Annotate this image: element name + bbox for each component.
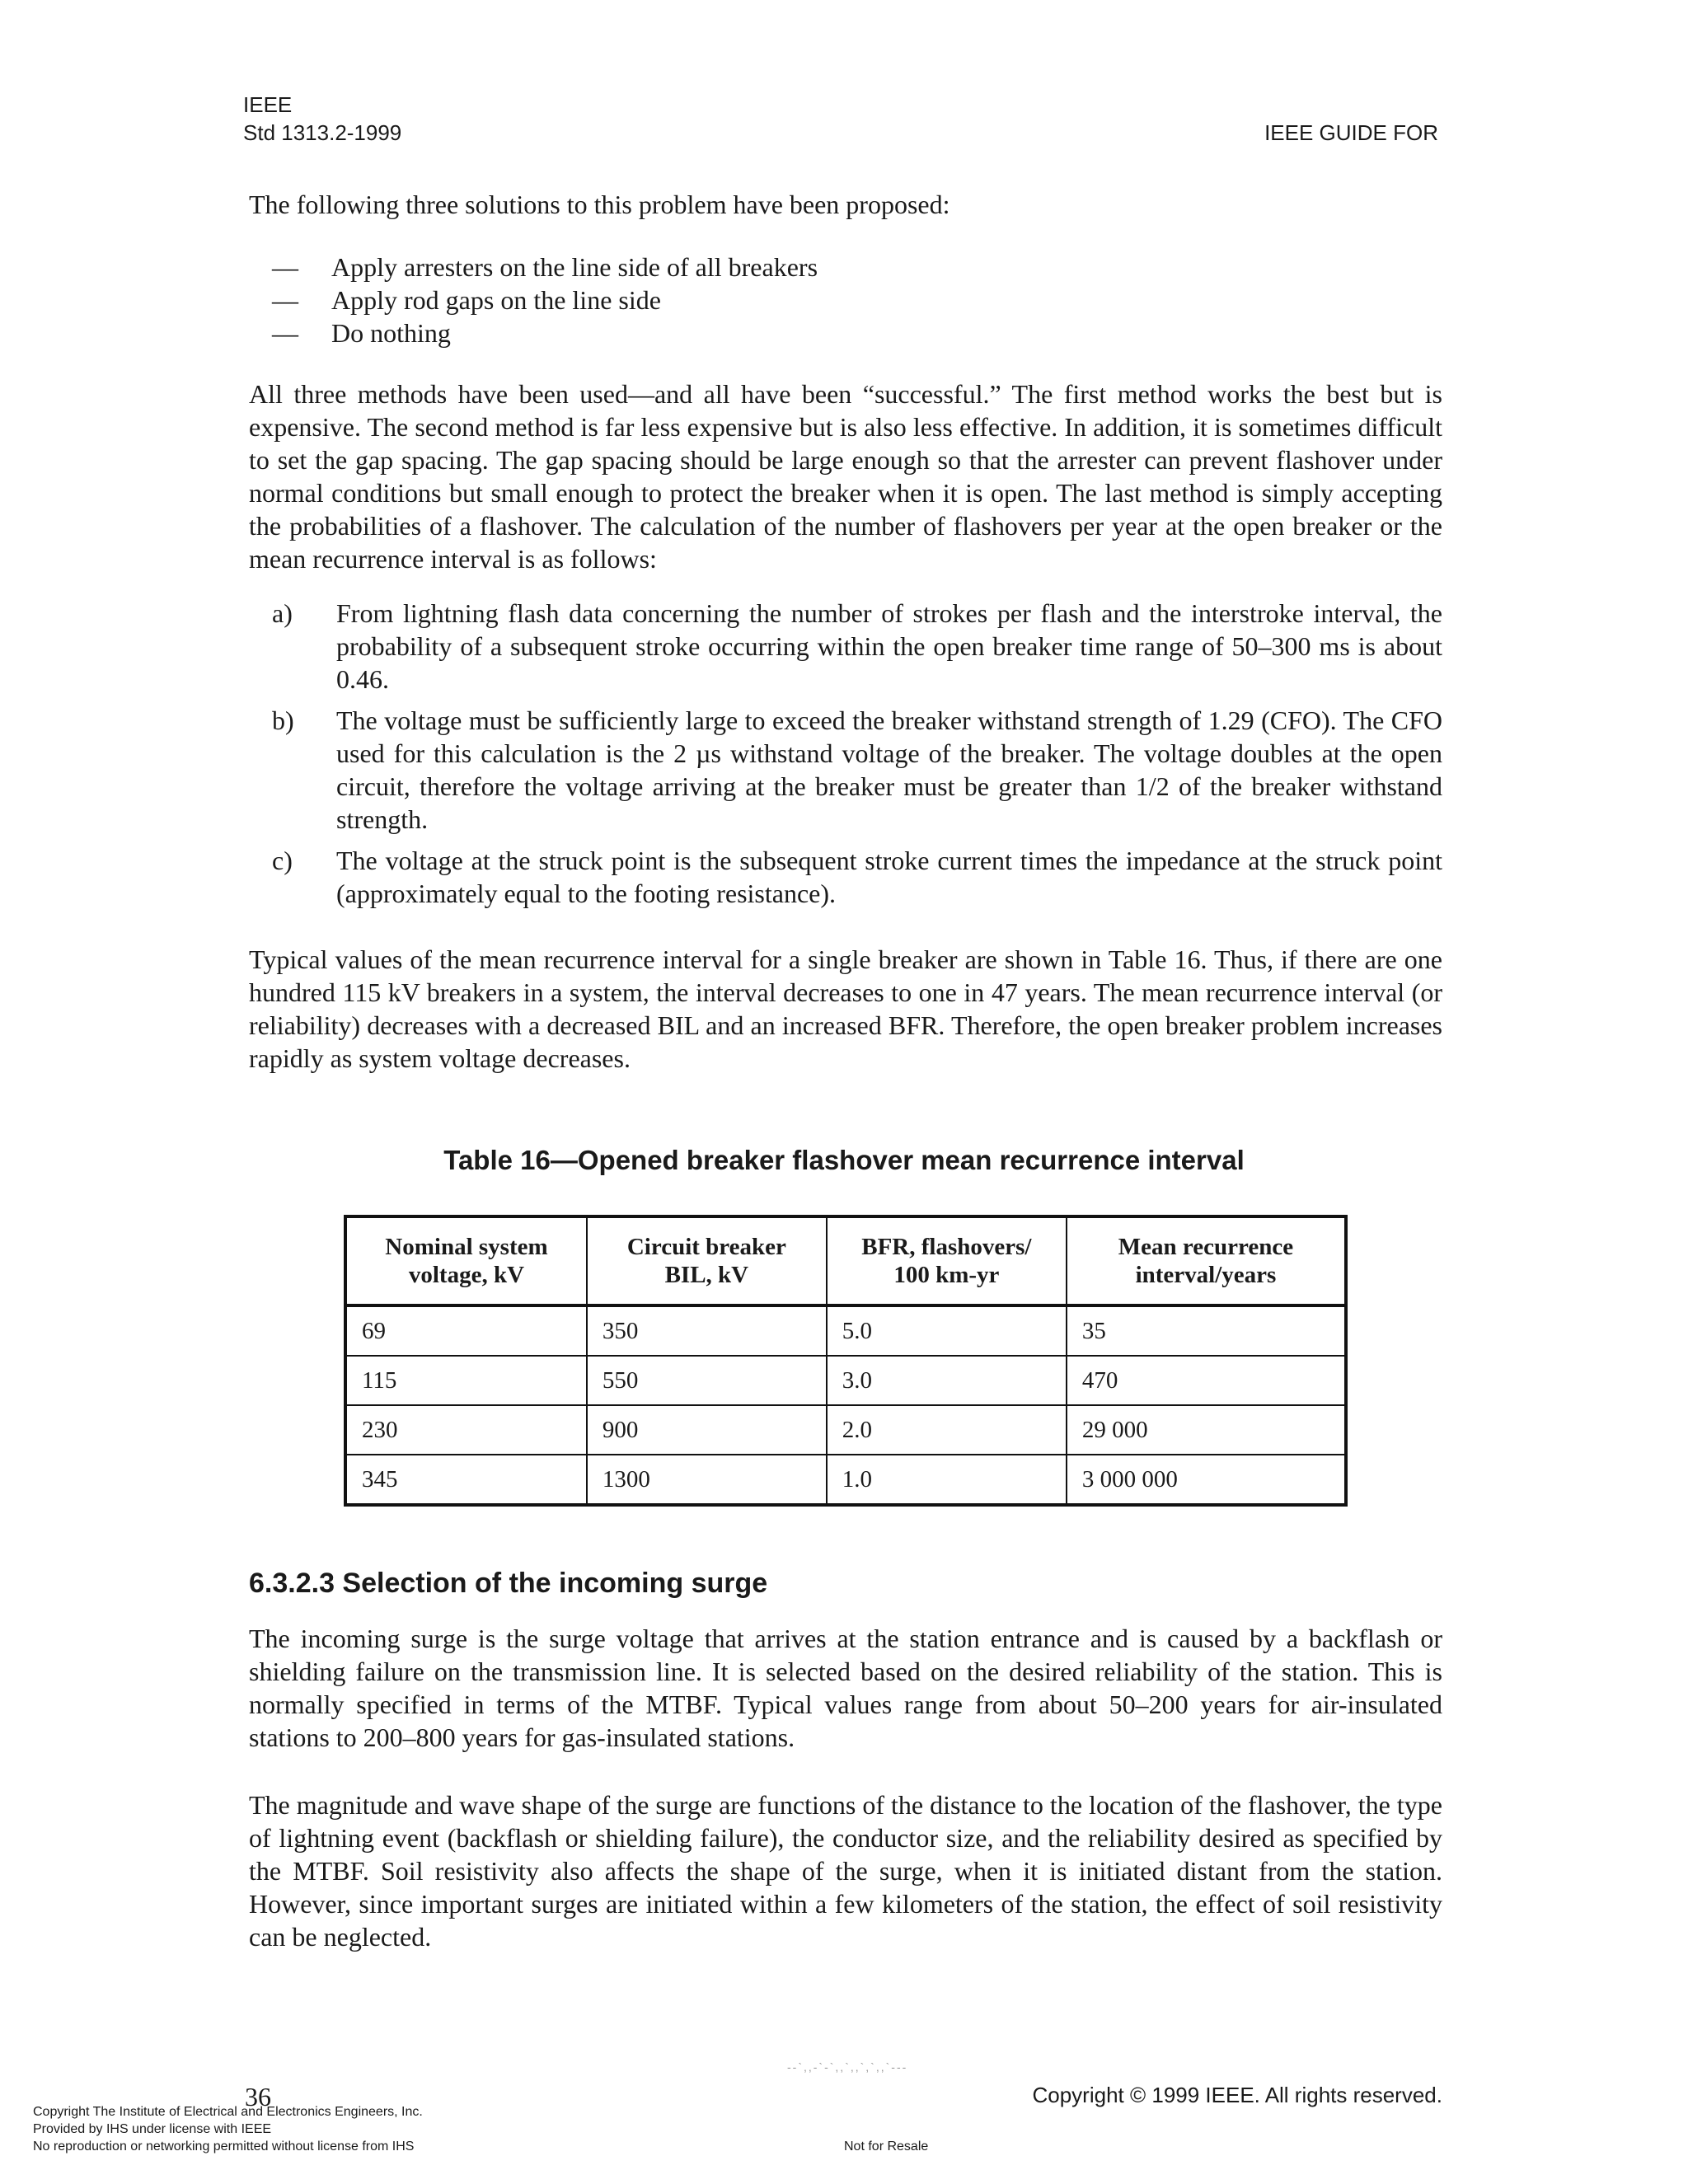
scan-marks: --`,,-`-`,,`,,`,`,,`--- <box>787 2060 908 2074</box>
list-item <box>272 844 1442 910</box>
step-text: The voltage at the struck point is the subsequent stroke current times the impedance at the struck point (approximately equal to the footing resistance). <box>336 846 1442 908</box>
dash-bullet: — <box>272 318 298 348</box>
step-label: b) <box>272 705 294 735</box>
recurrence-table <box>344 1215 1348 1507</box>
list-item <box>272 597 1442 696</box>
page-number: 36 <box>245 2082 271 2111</box>
solutions-list <box>272 251 818 349</box>
section-heading: 6.3.2.3 Selection of the incoming surge <box>249 1568 768 1599</box>
license-line: Copyright The Institute of Electrical and Electronics Engineers, Inc. <box>33 2105 423 2119</box>
dash-bullet: — <box>272 285 298 315</box>
table-cell: 115 <box>345 1356 587 1405</box>
table-cell: 900 <box>587 1405 827 1455</box>
typical-values-paragraph: Typical values of the mean recurrence interval for a single breaker are shown in Table 16. Thus, if there are one hundred 115 kV breakers in a system, the interval decreases to one in 47 years. The mean recurrence interval (or reliability) decreases with a decreased BIL and an increased BFR. Therefore, the open breaker problem increases rapidly as system voltage decreases. <box>249 944 1442 1073</box>
dash-bullet: — <box>272 252 298 282</box>
incoming-surge-paragraph-2: The magnitude and wave shape of the surge are functions of the distance to the location of the flashover, the type of lightning event (backflash or shielding failure), the conductor size, and the reliability desired as specified by the MTBF. Soil resistivity also affects the shape of the surge, when it is initiated distant from the station. However, since important surges are initiated within a few kilometers of the station, the effect of soil resistivity can be neglected. <box>249 1790 1442 1952</box>
table-cell: 345 <box>345 1455 587 1505</box>
solution-text: Apply arresters on the line side of all breakers <box>331 252 818 282</box>
column-header: BFR, flashovers/ 100 km-yr <box>827 1216 1067 1305</box>
list-item <box>272 284 818 316</box>
solution-text: Do nothing <box>331 318 451 348</box>
list-item <box>272 251 818 284</box>
intro-lead: The following three solutions to this problem have been proposed: <box>249 190 950 219</box>
header-org: IEEE <box>243 92 293 117</box>
table-cell: 1300 <box>587 1455 827 1505</box>
header-guide-title: IEEE GUIDE FOR <box>1264 120 1438 145</box>
table-cell: 230 <box>345 1405 587 1455</box>
header-std-number: Std 1313.2-1999 <box>243 120 402 145</box>
column-header: Mean recurrence interval/years <box>1067 1216 1346 1305</box>
step-label: c) <box>272 846 293 875</box>
table-row <box>345 1356 1346 1405</box>
license-line: No reproduction or networking permitted without license from IHS <box>33 2139 415 2154</box>
table-cell: 470 <box>1067 1356 1346 1405</box>
table-cell: 350 <box>587 1305 827 1356</box>
table-cell: 3.0 <box>827 1356 1067 1405</box>
license-notice <box>33 2103 423 2155</box>
table-cell: 5.0 <box>827 1305 1067 1356</box>
table-header-row <box>345 1216 1346 1305</box>
table-cell: 550 <box>587 1356 827 1405</box>
column-header: Nominal system voltage, kV <box>345 1216 587 1305</box>
running-header-left <box>243 91 401 147</box>
table-row <box>345 1455 1346 1505</box>
table-cell: 2.0 <box>827 1405 1067 1455</box>
step-text: From lightning flash data concerning the number of strokes per flash and the interstroke interval, the probability of a subsequent stroke occurring within the open breaker time range of 50–300 ms is about 0.46. <box>336 598 1442 694</box>
list-item <box>272 316 818 349</box>
table-row <box>345 1405 1346 1455</box>
table-cell: 3 000 000 <box>1081 1465 1178 1493</box>
table-cell: 1.0 <box>827 1455 1067 1505</box>
solution-text: Apply rod gaps on the line side <box>331 285 661 315</box>
column-header: Circuit breaker BIL, kV <box>587 1216 827 1305</box>
methods-paragraph: All three methods have been used—and all have been “successful.” The first method works the best but is expensive. The second method is far less expensive but is also less effective. In addition, it is sometimes difficult to set the gap spacing. The gap spacing should be large enough so that the arrester can prevent flashover under normal conditions but small enough to protect the breaker when it is open. The last method is simply accepting the probabilities of a flashover. The calculation of the number of flashovers per year at the open breaker or the mean recurrence interval is as follows: <box>249 379 1442 574</box>
license-line: Provided by IHS under license with IEEE <box>33 2122 272 2136</box>
step-text: The voltage must be sufficiently large to exceed the breaker withstand strength of 1.29 (CFO). The CFO used for this calculation is the 2 µs withstand voltage of the breaker. The voltage doubles at the open circuit, therefore the voltage arriving at the breaker must be greater than 1/2 of the breaker withstand strength. <box>336 705 1442 834</box>
copyright-notice: Copyright © 1999 IEEE. All rights reserved. <box>1032 2083 1442 2107</box>
not-for-resale-notice: Not for Resale <box>844 2139 929 2154</box>
table-cell: 69 <box>345 1305 587 1356</box>
table-cell: 35 <box>1067 1305 1346 1356</box>
step-label: a) <box>272 598 293 628</box>
table-cell: 29 000 <box>1067 1405 1346 1455</box>
table-caption: Table 16—Opened breaker flashover mean recurrence interval <box>443 1145 1245 1175</box>
calculation-steps <box>272 597 1442 910</box>
table-row <box>345 1305 1346 1356</box>
incoming-surge-paragraph-1: The incoming surge is the surge voltage that arrives at the station entrance and is caused by a backflash or shielding failure on the transmission line. It is selected based on the desired reliability of the station. This is normally specified in terms of the MTBF. Typical values range from about 50–200 years for air-insulated stations to 200–800 years for gas-insulated stations. <box>249 1624 1442 1752</box>
list-item <box>272 704 1442 836</box>
